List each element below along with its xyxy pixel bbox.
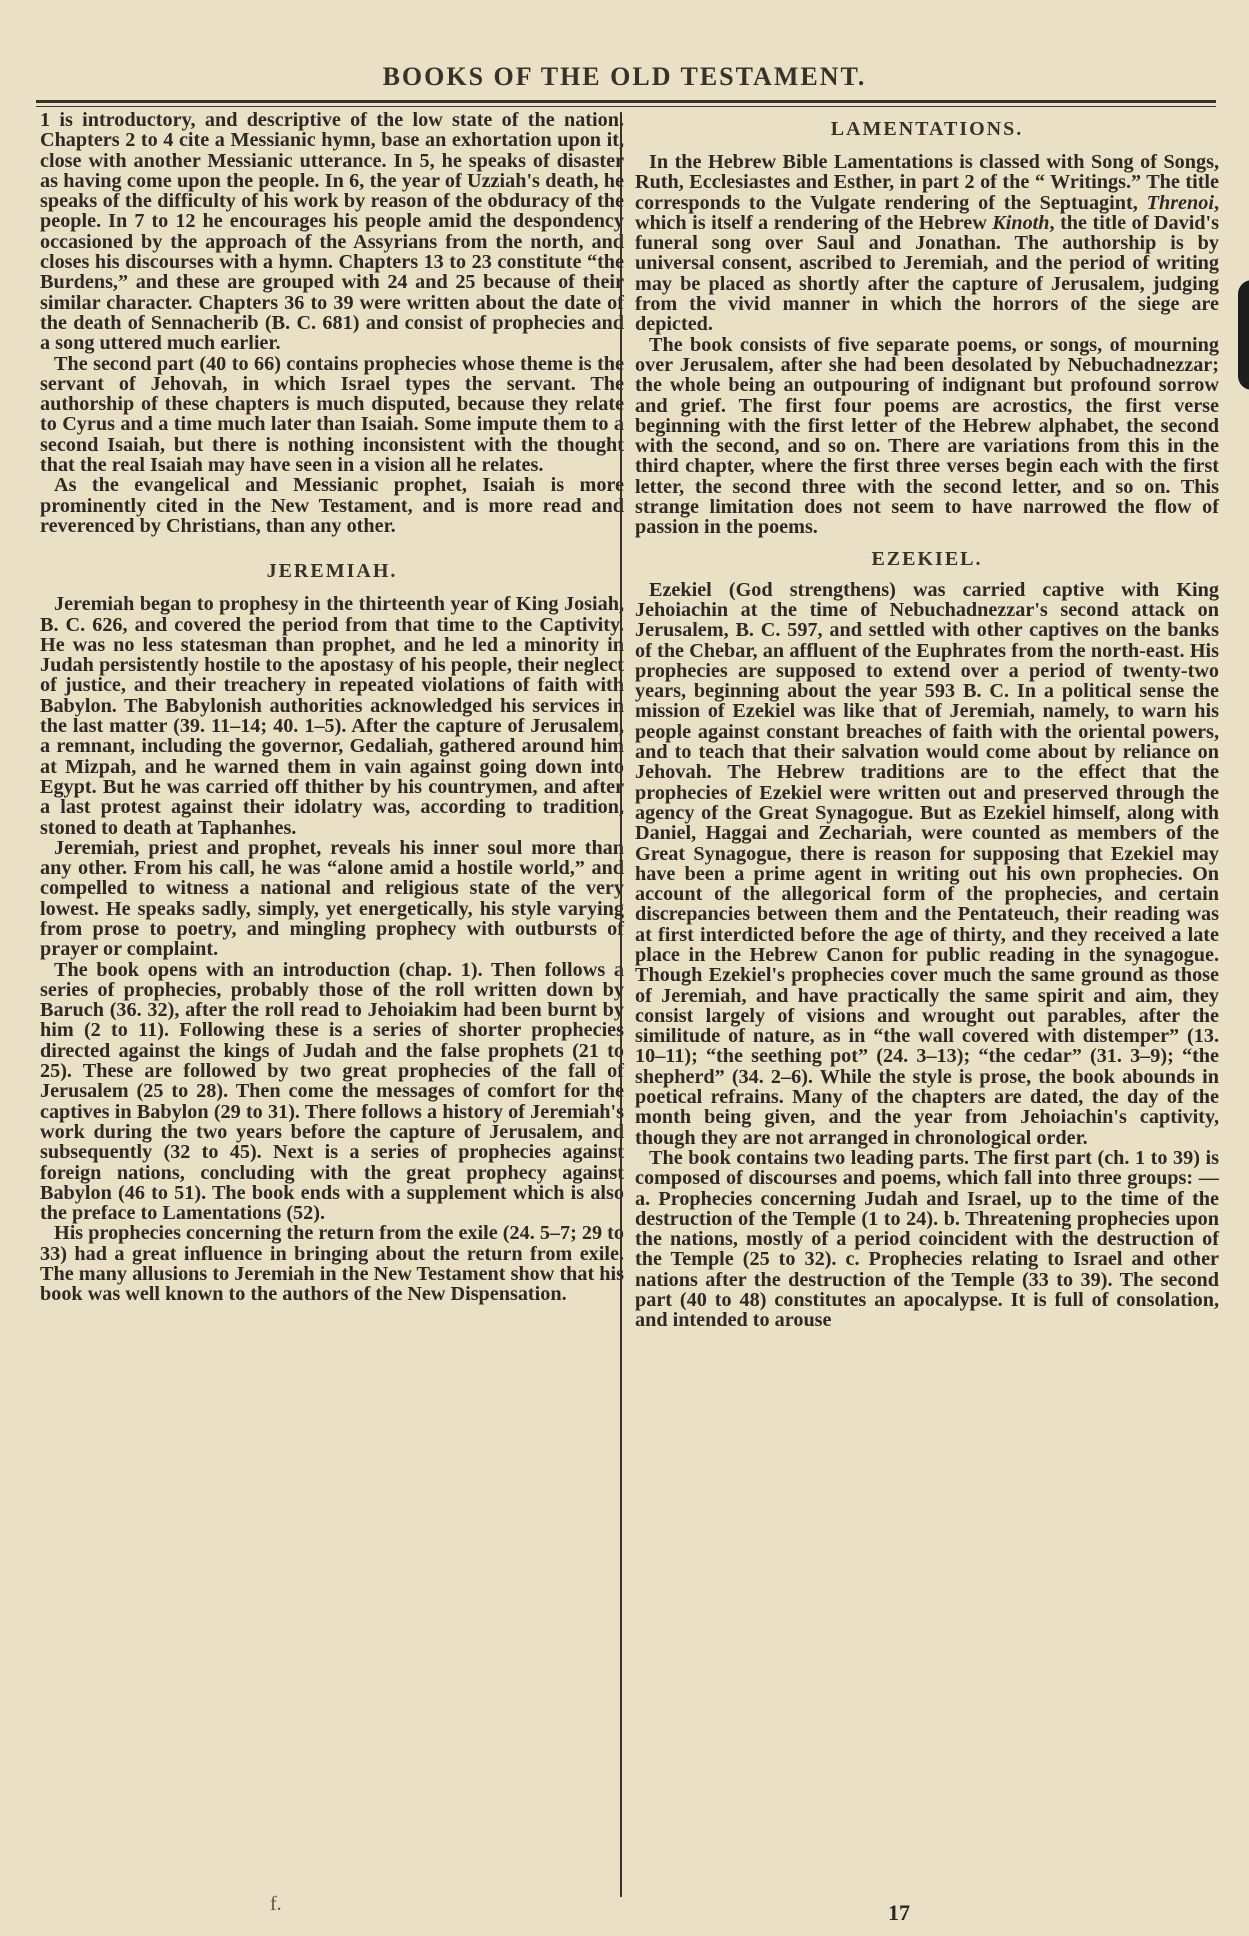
left-column: [40, 110, 624, 1305]
thumb-index-tab: [1238, 280, 1249, 390]
jeremiah-paragraph: The book opens with an introduction (chap. 1). Then follows a series of prophecies, probably those of the roll written down by Baruch (36. 32), after the roll read to Jehoiakim had been burnt by him (2 to 11). Following these is a series of shorter prophecies directed against the kings of Judah and the false prophets (21 to 25). These are followed by two great prophecies of the fall of Jerusalem (25 to 28). Then come the messages of comfort for the captives in Babylon (29 to 31). There follows a history of Jeremiah's work during the two years before the capture of Jerusalem, and subsequently (32 to 45). Next is a series of prophecies against foreign nations, concluding with the great prophecy against Babylon (46 to 51). The book ends with a supplement which is also the preface to Lamentations (52).: [40, 958, 624, 1225]
jeremiah-paragraph: Jeremiah, priest and prophet, reveals his inner soul more than any other. From his call, he was “alone amid a hostile world,” and compelled to witness a national and religious state of the very lowest. He speaks sadly, simply, yet energetically, his style varying from prose to poetry, and mingling prophecy with outbursts of prayer or complaint.: [40, 836, 624, 961]
lamentations-paragraph: The book consists of five separate poems, or songs, of mourning over Jerusalem, after she had been desolated by Nebuchadnezzar; the whole being an outpouring of indignant but profound sorrow and grief. The first four poems are acrostics, the first verse beginning with the first letter of the Hebrew alphabet, the second with the second, and so on. There are variations from this in the third chapter, where the first three verses begin each with the first letter, the second three with the second letter, and so on. This strange limitation does not seem to have narrowed the flow of passion in the poems.: [635, 333, 1219, 539]
lamentations-paragraph: [635, 152, 1219, 335]
jeremiah-paragraph: Jeremiah began to prophesy in the thirteenth year of King Josiah, B. C. 626, and covered the period from that time to the Captivity. He was no less statesman than prophet, and he led a minority in Judah persistently hostile to the apostasy of his people, their neglect of justice, and their treachery in repeated violations of faith with Babylon. The Babylonish authorities acknowledged his services in the last matter (39. 11–14; 40. 1–5). After the capture of Jerusalem, a remnant, including the governor, Gedaliah, gathered around him at Mizpah, and he warned them in vain against going down into Egypt. But he was carried off thither by his countrymen, and after a last protest against their idolatry was, according to tradition, stoned to death at Taphanhes.: [40, 593, 624, 839]
kinoth-term: Kinoth: [992, 211, 1050, 234]
ezekiel-paragraph: The book contains two leading parts. The first part (ch. 1 to 39) is composed of discourses and poems, which fall into three groups: — a. Prophecies concerning Judah and Israel, up to the time of the destruction of the Temple (1 to 24). b. Threatening prophecies upon the nations, mostly of a period coincident with the destruction of the Temple (25 to 32). c. Prophecies relating to Israel and other nations after the destruction of the Temple (33 to 39). The second part (40 to 48) constitutes an apocalypse. It is full of consolation, and intended to arouse: [635, 1146, 1219, 1332]
right-column: [635, 110, 1219, 1331]
jeremiah-heading: JEREMIAH.: [266, 560, 398, 583]
isaiah-paragraph: 1 is introductory, and descriptive of the low state of the nation. Chapters 2 to 4 cite a Messianic hymn, base an exhortation upon it, close with another Messianic utterance. In 5, he speaks of disaster as having come upon the people. In 6, the year of Uzziah's death, he speaks of the difficulty of his work by reason of the obduracy of the people. In 7 to 12 he encourages his people amid the despondency occasioned by the approach of the Assyrians from the north, and closes his discourses with a hymn. Chapters 13 to 23 constitute “the Burdens,” and these are grouped with 24 and 25 because of their similar character. Chapters 36 to 39 were written about the date of the death of Sennacherib (B. C. 681) and consist of prophecies and a song uttered much earlier.: [40, 109, 624, 355]
lamentations-text: , the title of David's funeral song over Saul and Jonathan. The authorship is by universal consent, ascribed to Jeremiah, and the period of writing may be placed as shortly after the capture of Jerusalem, judging from the vivid manner in which the horrors of the siege are depicted.: [635, 211, 1219, 336]
lamentations-heading: LAMENTATIONS.: [830, 118, 1024, 140]
header-rule: [36, 100, 1216, 103]
lamentations-text: In the Hebrew Bible Lamentations is classed with Song of Songs, Ruth, Ecclesiastes and Esther, in part 2 of the “ Writings.” The title corresponds to the Vulgate rendering of the Septuagint,: [635, 151, 1219, 214]
header-rule-thin: [36, 106, 1216, 107]
isaiah-paragraph: The second part (40 to 66) contains prophecies whose theme is the servant of Jehovah, in which Israel types the servant. The authorship of these chapters is much disputed, because they relate to Cyrus and a time much later than Isaiah. Some impute them to a second Isaiah, but there is nothing inconsistent with the thought that the real Isaiah may have seen in a vision all he relates.: [40, 352, 624, 477]
ezekiel-paragraph: Ezekiel (God strengthens) was carried captive with King Jehoiachin at the time of Nebuchadnezzar's second attack on Jerusalem, B. C. 597, and settled with other captives on the banks of the Chebar, an affluent of the Euphrates from the north-east. His prophecies are supposed to extend over a period of twenty-two years, beginning about the year 593 B. C. In a political sense the mission of Ezekiel was like that of Jeremiah, namely, to warn his people against constant breaches of faith with the oriental powers, and to teach that their salvation would come about by reliance on Jehovah. The Hebrew traditions are to the effect that the prophecies of Ezekiel were written out and preserved through the agency of the Great Synagogue. But as Ezekiel himself, along with Daniel, Haggai and Zechariah, were counted as members of the Great Synagogue, there is reason for supposing that Ezekiel may have been a prime agent in writing out his own prophecies. On account of the allegorical form of the prophecies, and certain discrepancies between them and the Pentateuch, their reading was at first interdicted before the age of thirty, and they received a late place in the Hebrew Canon for public reading in the synagogue. Though Ezekiel's prophecies cover much the same ground as those of Jeremiah, and have practically the same spirit and aim, they consist largely of visions and wrought out parables, after the similitude of nature, as in “the wall covered with distemper” (13. 10–11); “the seething pot” (24. 3–13); “the cedar” (31. 3–9); “the shepherd” (34. 2–6). While the style is prose, the book abounds in poetical refrains. Many of the chapters are dated, the day of the month being given, and the year from Jehoiachin's captivity, though they are not arranged in chronological order.: [635, 578, 1219, 1149]
isaiah-paragraph: As the evangelical and Messianic prophet, Isaiah is more prominently cited in the New Testament, and is more read and reverenced by Christians, than any other.: [40, 474, 624, 537]
threnoi-term: Threnoi: [1146, 191, 1214, 214]
page-title: BOOKS OF THE OLD TESTAMENT.: [382, 62, 867, 91]
jeremiah-paragraph: His prophecies concerning the return from the exile (24. 5–7; 29 to 33) had a great influence in bringing about the return from exile. The many allusions to Jeremiah in the New Testament show that his book was well known to the authors of the New Dispensation.: [40, 1222, 624, 1306]
ezekiel-heading: EZEKIEL.: [871, 547, 983, 570]
margin-mark: f.: [270, 1893, 282, 1915]
lamentations-text: , which is itself a rendering of the Hebrew: [635, 191, 1219, 234]
page-number: 17: [888, 1900, 910, 1925]
column-divider: [620, 112, 622, 1897]
